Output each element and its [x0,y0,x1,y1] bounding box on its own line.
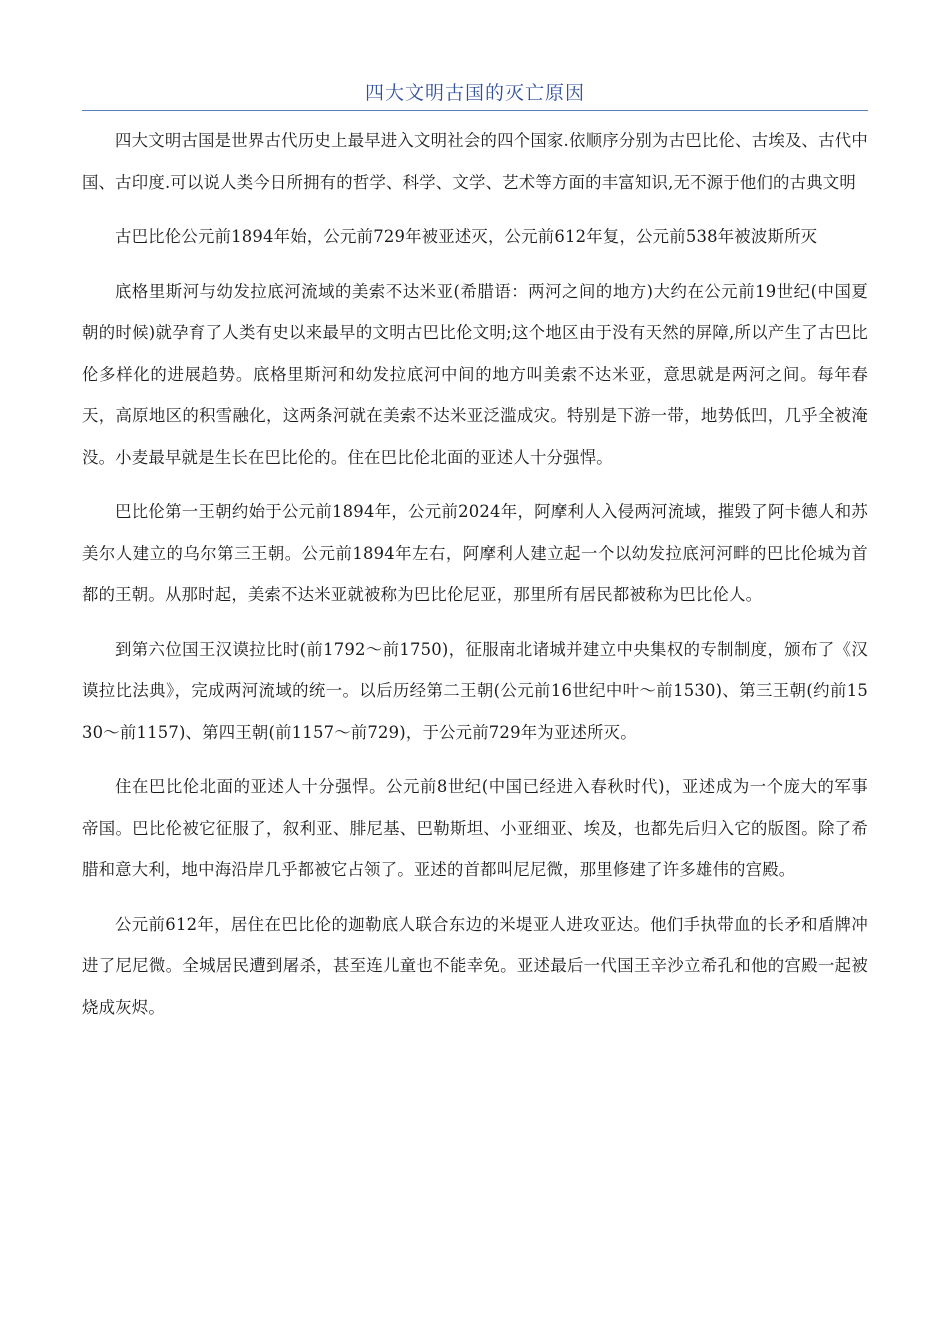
paragraph-intro: 四大文明古国是世界古代历史上最早进入文明社会的四个国家.依顺序分别为古巴比伦、古埃及、古代中国、古印度.可以说人类今日所拥有的哲学、科学、文学、艺术等方面的丰富知识,无不源于他们的古典文明 [82,131,868,192]
paragraph-babylon-summary: 古巴比伦公元前1894年始，公元前729年被亚述灭，公元前612年复，公元前538年被波斯所灭 [115,227,818,246]
paragraph-assyria: 住在巴比伦北面的亚述人十分强悍。公元前8世纪(中国已经进入春秋时代)，亚述成为一个庞大的军事帝国。巴比伦被它征服了，叙利亚、腓尼基、巴勒斯坦、小亚细亚、埃及，也都先后归入它的版图。除了希腊和意大利，地中海沿岸几乎都被它占领了。亚述的首都叫尼尼微，那里修建了许多雄伟的宫殿。 [82,777,868,879]
document-title: 四大文明古国的灭亡原因 [364,82,585,104]
paragraph-nineveh-fall: 公元前612年，居住在巴比伦的迦勒底人联合东边的米堤亚人进攻亚达。他们手执带血的长矛和盾牌冲进了尼尼微。全城居民遭到屠杀，甚至连儿童也不能幸免。亚述最后一代国王辛沙立希孔和他的宫殿一起被烧成灰烬。 [82,914,868,1017]
document-body [82,120,868,1041]
paragraph-first-dynasty: 巴比伦第一王朝约始于公元前1894年，公元前2024年，阿摩利人入侵两河流域，摧毁了阿卡德人和苏美尔人建立的乌尔第三王朝。公元前1894年左右，阿摩利人建立起一个以幼发拉底河河畔的巴比伦城为首都的王朝。从那时起，美索不达米亚就被称为巴比伦尼亚，那里所有居民都被称为巴比伦人。 [82,502,868,604]
paragraph-hammurabi: 到第六位国王汉谟拉比时(前1792～前1750)，征服南北诸城并建立中央集权的专制制度，颁布了《汉谟拉比法典》，完成两河流域的统一。以后历经第二王朝(公元前16世纪中叶～前1530)、第三王朝(约前1530～前1157)、第四王朝(前1157～前729)，于公元前729年为亚述所灭。 [82,639,868,742]
paragraph-mesopotamia: 底格里斯河与幼发拉底河流域的美索不达米亚(希腊语：两河之间的地方)大约在公元前19世纪(中国夏朝的时候)就孕育了人类有史以来最早的文明古巴比伦文明;这个地区由于没有天然的屏障,所以产生了古巴比伦多样化的进展趋势。底格里斯河和幼发拉底河中间的地方叫美索不达米亚，意思就是两河之间。每年春天，高原地区的积雪融化，这两条河就在美索不达米亚泛滥成灾。特别是下游一带，地势低凹，几乎全被淹没。小麦最早就是生长在巴比伦的。住在巴比伦北面的亚述人十分强悍。 [82,281,868,467]
document-header [82,78,868,111]
